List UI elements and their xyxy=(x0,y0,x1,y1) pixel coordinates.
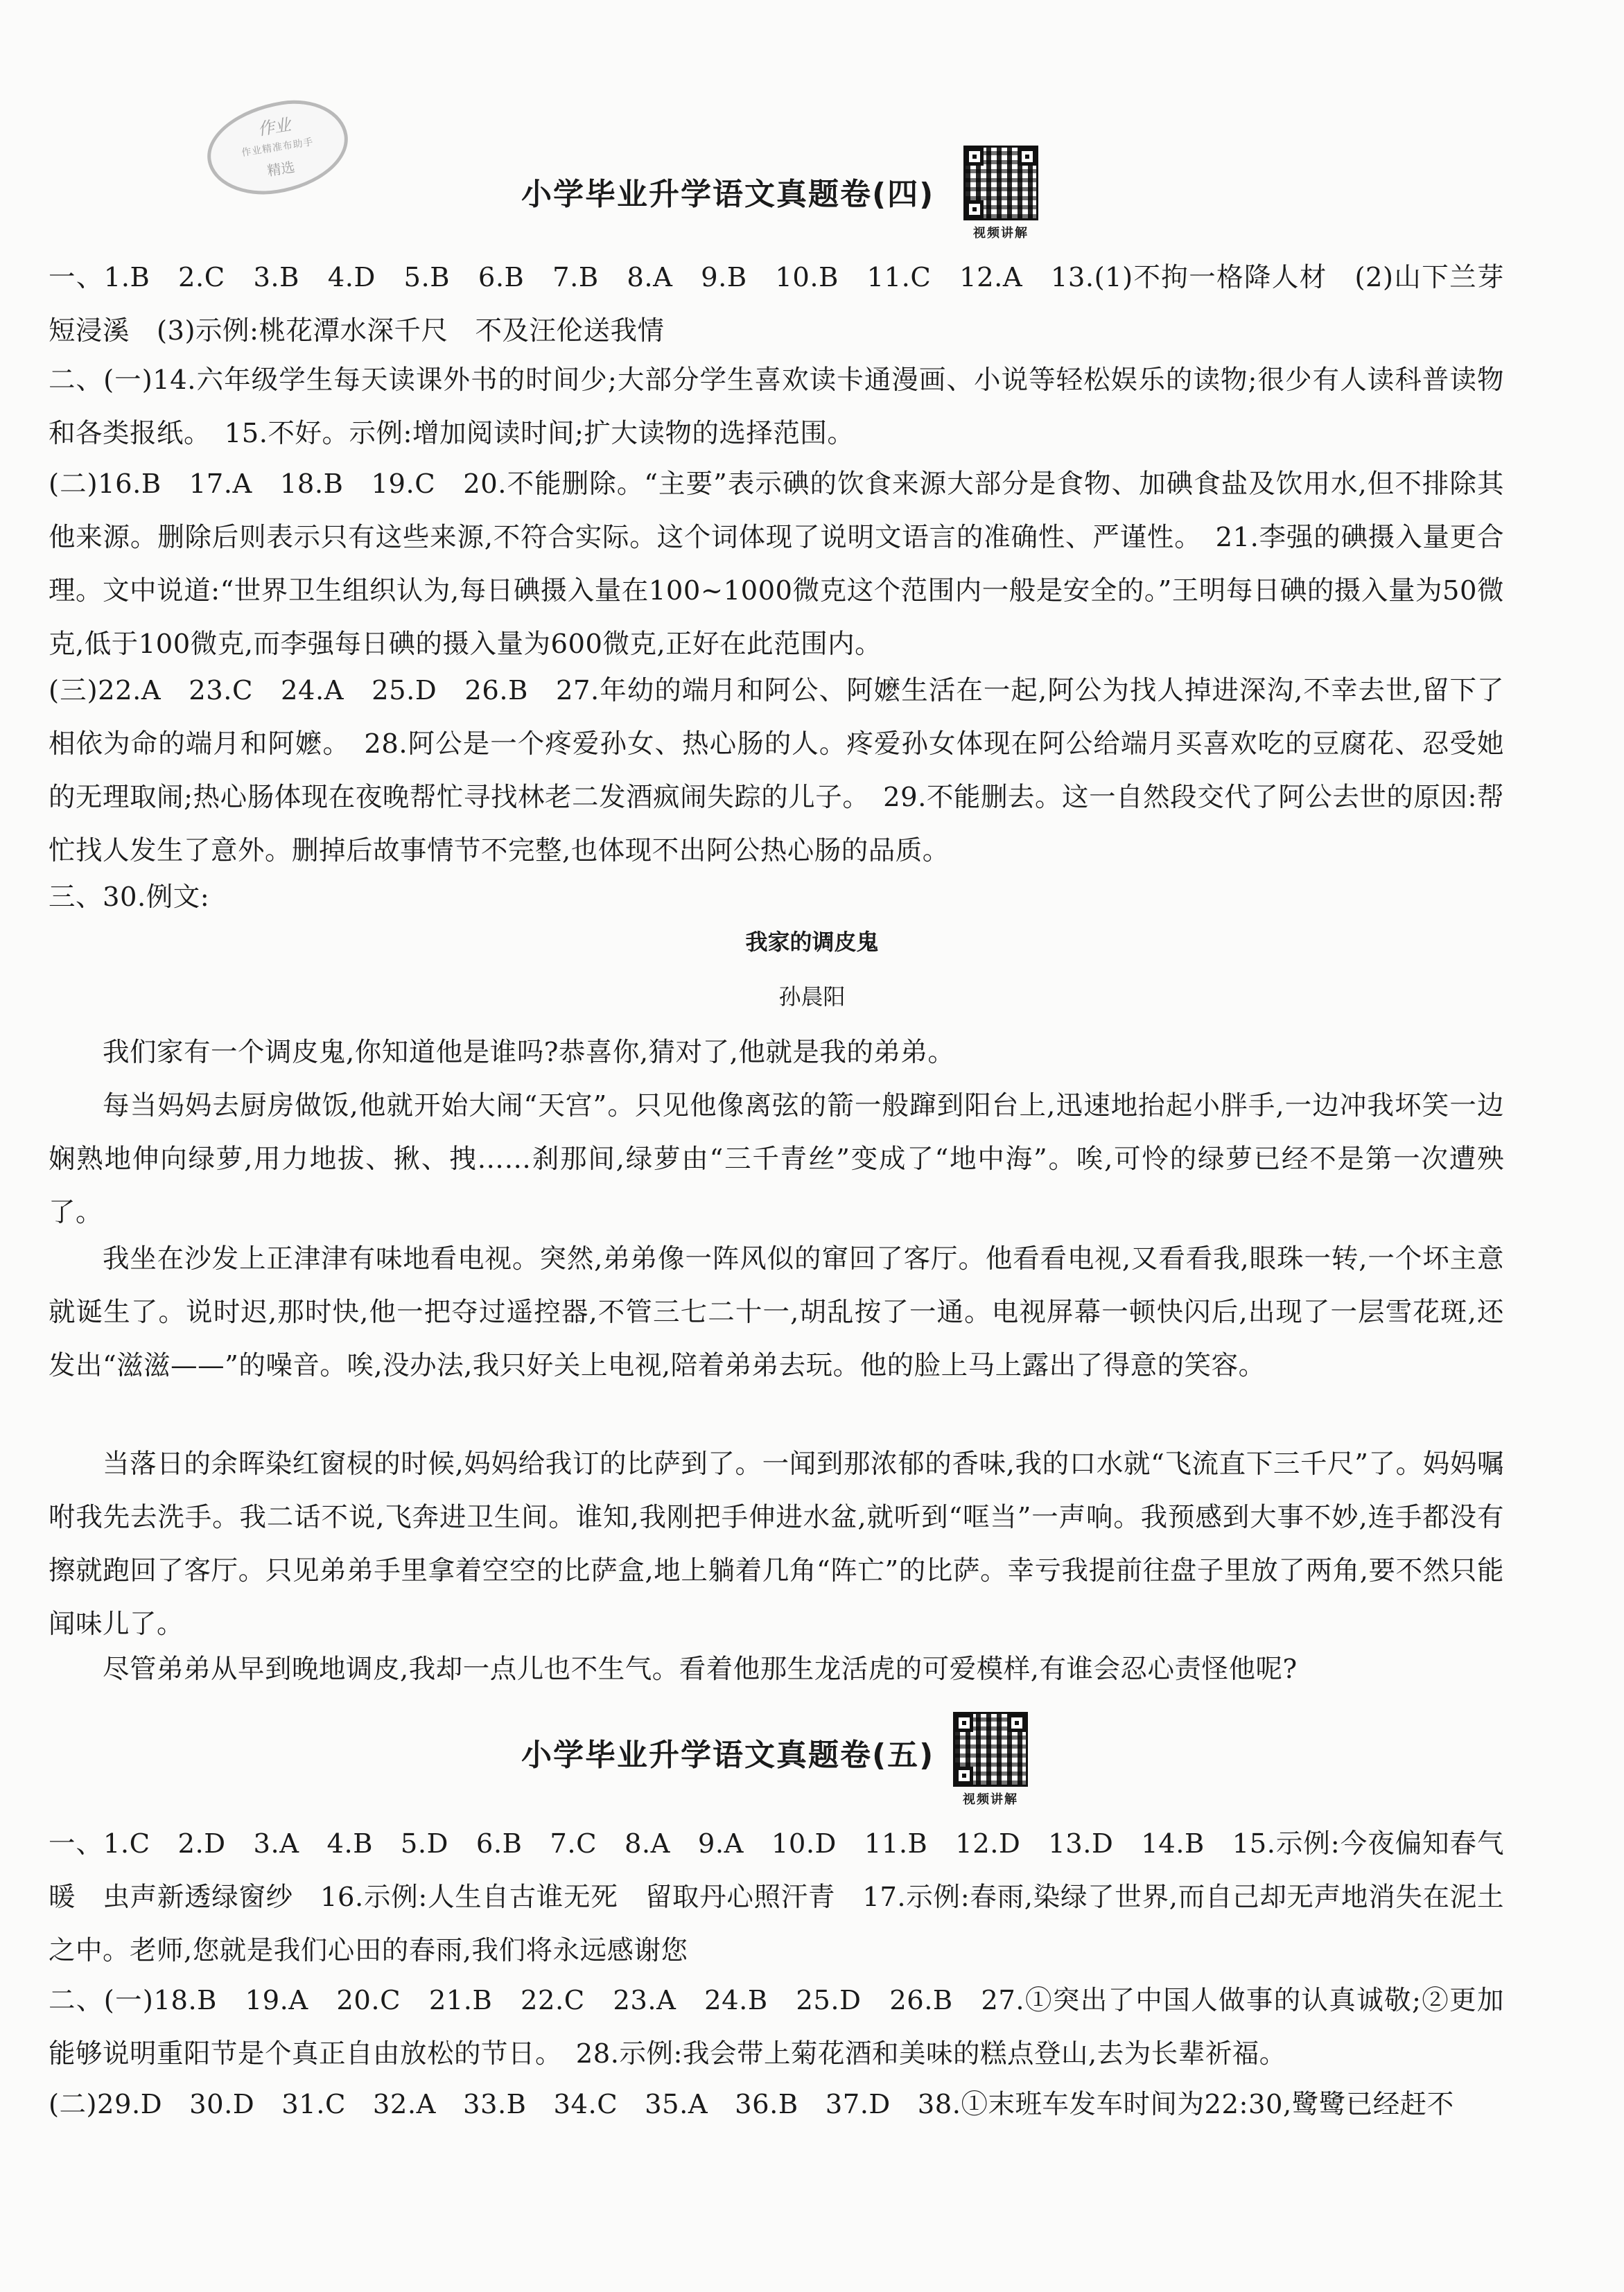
exam5-section2-part2: (二)29.D 30.D 31.C 32.A 33.B 34.C 35.A 36.B 37.D 38.①末班车发车时间为22:30,鹭鹭已经赶不 xyxy=(49,2089,1454,2120)
exam4-section3-heading: 三、30.例文: xyxy=(49,882,210,913)
exam5-qr-caption: 视频讲解 xyxy=(963,1792,1018,1807)
stamp-line3: 精选 xyxy=(265,158,296,180)
exam4-qr-code-icon[interactable] xyxy=(963,146,1038,220)
exam4-qr-caption: 视频讲解 xyxy=(973,226,1029,240)
homework-stamp-logo xyxy=(200,92,355,203)
exam4-title: 小学毕业升学语文真题卷(四) xyxy=(521,177,935,212)
essay-author: 孙晨阳 xyxy=(778,983,846,1010)
essay-paragraph-4: 当落日的余晖染红窗棂的时候,妈妈给我订的比萨到了。一闻到那浓郁的香味,我的口水就“飞流直下三千尺”了。妈妈嘱咐我先去洗手。我二话不说,飞奔进卫生间。谁知,我刚把手伸进水盆,就听到“哐当”一声响。我预感到大事不妙,连手都没有擦就跑回了客厅。只见弟弟手里拿着空空的比萨盒,地上躺着几角“阵亡”的比萨。幸亏我提前往盘子里放了两角,要不然只能闻味儿了。 xyxy=(49,1449,1504,1640)
exam5-qr-code-icon[interactable] xyxy=(953,1712,1028,1787)
exam4-section2-part2: (二)16.B 17.A 18.B 19.C 20.不能删除。“主要”表示碘的饮食来源大部分是食物、加碘食盐及饮用水,但不排除其他来源。删除后则表示只有这些来源,不符合实际。这个词体现了说明文语言的准确性、严谨性。 21.李强的碘摄入量更合理。文中说道:“世界卫生组织认为,每日碘摄入量在100~1000微克这个范围内一般是安全的。”王明每日碘的摄入量为50微克,低于100微克,而李强每日碘的摄入量为600微克,正好在此范围内。 xyxy=(49,469,1504,660)
essay-paragraph-3: 我坐在沙发上正津津有味地看电视。突然,弟弟像一阵风似的窜回了客厅。他看看电视,又看看我,眼珠一转,一个坏主意就诞生了。说时迟,那时快,他一把夺过遥控器,不管三七二十一,胡乱按了一通。电视屏幕一顿快闪后,出现了一层雪花斑,还发出“滋滋——”的噪音。唉,没办法,我只好关上电视,陪着弟弟去玩。他的脸上马上露出了得意的笑容。 xyxy=(49,1243,1504,1381)
essay-paragraph-5: 尽管弟弟从早到晚地调皮,我却一点儿也不生气。看着他那生龙活虎的可爱模样,有谁会忍心责怪他呢? xyxy=(103,1654,1298,1685)
exam4-section2-part3: (三)22.A 23.C 24.A 25.D 26.B 27.年幼的端月和阿公、阿嬷生活在一起,阿公为找人掉进深沟,不幸去世,留下了相依为命的端月和阿嬷。 28.阿公是一个疼爱孙女、热心肠的人。疼爱孙女体现在阿公给端月买喜欢吃的豆腐花、忍受她的无理取闹;热心肠体现在夜晚帮忙寻找林老二发酒疯闹失踪的儿子。 29.不能删去。这一自然段交代了阿公去世的原因:帮忙找人发生了意外。删掉后故事情节不完整,也体现不出阿公热心肠的品质。 xyxy=(49,675,1504,866)
stamp-line2: 作业精准布助手 xyxy=(241,136,315,159)
essay-title: 我家的调皮鬼 xyxy=(745,929,879,955)
exam4-section1-answers: 一、1.B 2.C 3.B 4.D 5.B 6.B 7.B 8.A 9.B 10.B 11.C 12.A 13.(1)不拘一格降人材 (2)山下兰芽短浸溪 (3)示例:桃花潭水深千尺 不及汪伦送我情 xyxy=(49,262,1504,347)
essay-paragraph-2: 每当妈妈去厨房做饭,他就开始大闹“天宫”。只见他像离弦的箭一般蹿到阳台上,迅速地抬起小胖手,一边冲我坏笑一边娴熟地伸向绿萝,用力地拔、揪、拽……刹那间,绿萝由“三千青丝”变成了“地中海”。唉,可怜的绿萝已经不是第一次遭殃了。 xyxy=(49,1090,1504,1228)
exam4-section2-part1: 二、(一)14.六年级学生每天读课外书的时间少;大部分学生喜欢读卡通漫画、小说等轻松娱乐的读物;很少有人读科普读物和各类报纸。 15.不好。示例:增加阅读时间;扩大读物的选择范围。 xyxy=(49,365,1504,449)
essay-paragraph-1: 我们家有一个调皮鬼,你知道他是谁吗?恭喜你,猜对了,他就是我的弟弟。 xyxy=(103,1037,955,1068)
exam5-title: 小学毕业升学语文真题卷(五) xyxy=(521,1738,935,1773)
stamp-line1: 作业 xyxy=(256,114,293,139)
exam5-section1-answers: 一、1.C 2.D 3.A 4.B 5.D 6.B 7.C 8.A 9.A 10.D 11.B 12.D 13.D 14.B 15.示例:今夜偏知春气暖 虫声新透绿窗纱 16.示例:人生自古谁无死 留取丹心照汗青 17.示例:春雨,染绿了世界,而自己却无声地消失在泥土之中。老师,您就是我们心田的春雨,我们将永远感谢您 xyxy=(49,1828,1504,1966)
exam5-section2-part1: 二、(一)18.B 19.A 20.C 21.B 22.C 23.A 24.B 25.D 26.B 27.①突出了中国人做事的认真诚敬;②更加能够说明重阳节是个真正自由放松的节日。 28.示例:我会带上菊花酒和美味的糕点登山,去为长辈祈福。 xyxy=(49,1985,1504,2070)
